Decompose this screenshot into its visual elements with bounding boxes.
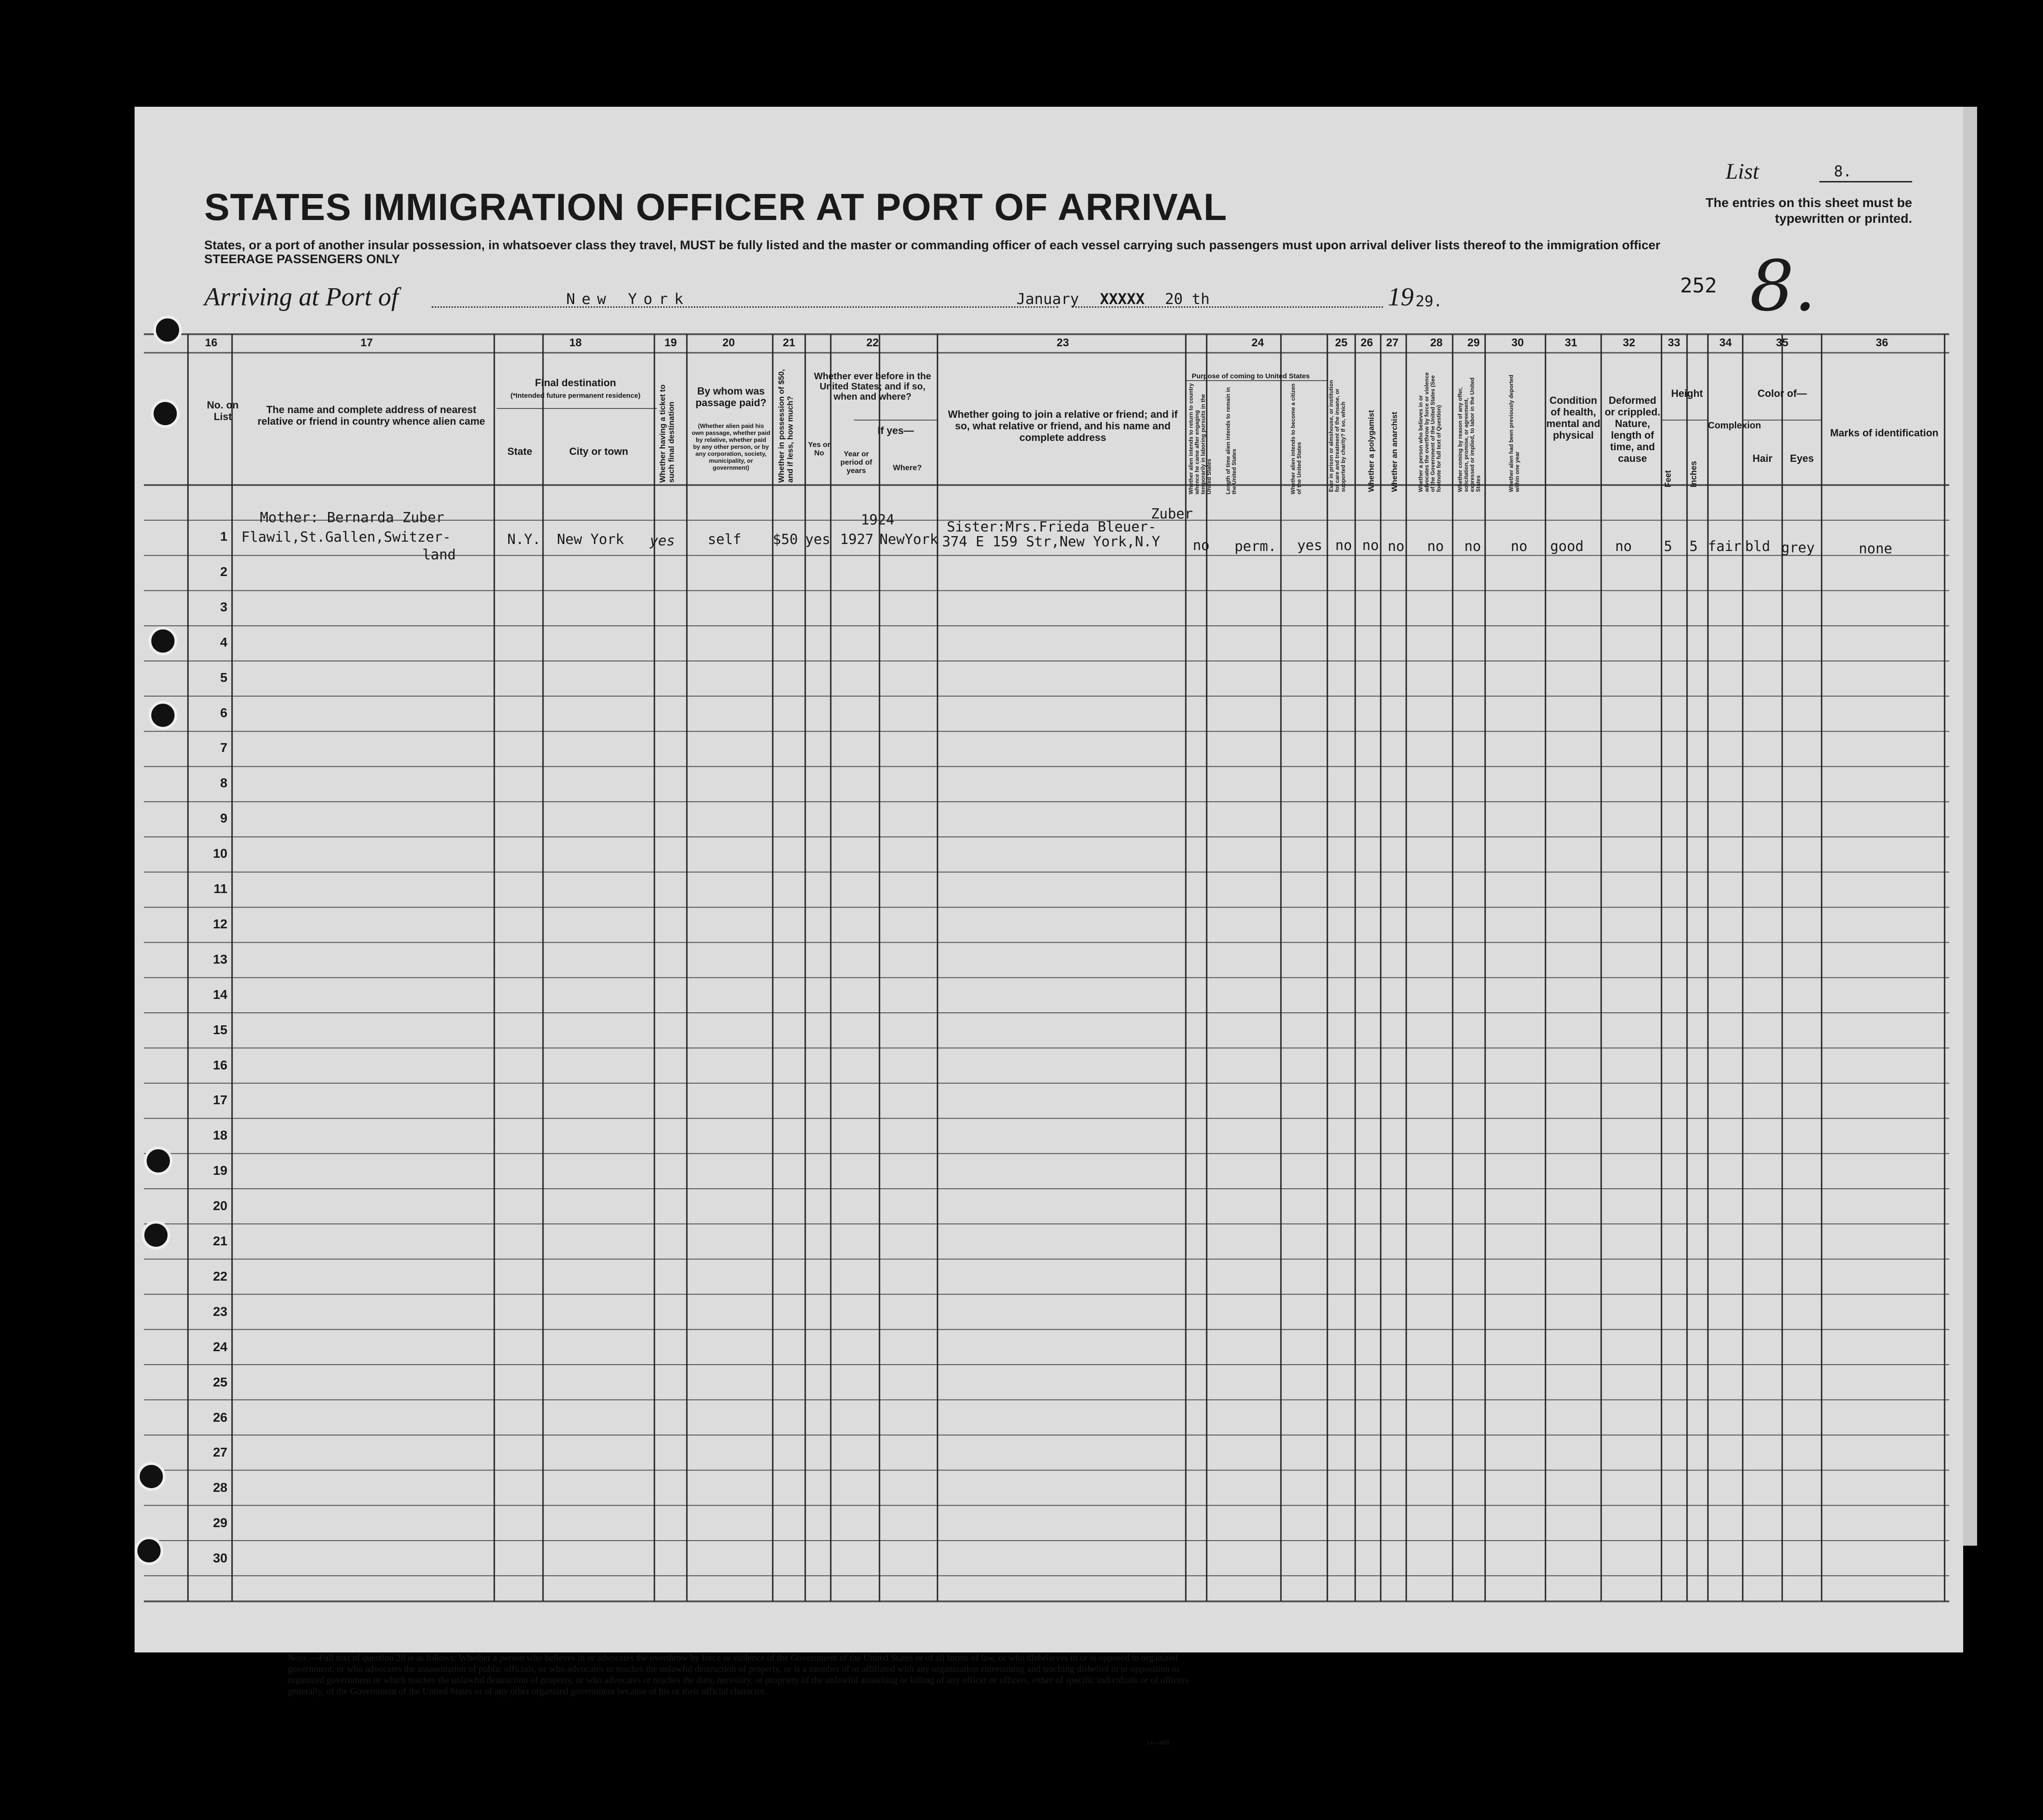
col35-hair: Hair xyxy=(1752,453,1772,464)
column-number: 28 xyxy=(1430,337,1443,349)
entry-state: N.Y. xyxy=(507,531,541,548)
column-number: 20 xyxy=(722,337,735,349)
footnote-lead: Note. xyxy=(288,1653,310,1663)
binder-hole xyxy=(137,1462,166,1491)
col33-inches: Inches xyxy=(1689,460,1698,487)
column-number: 19 xyxy=(664,337,677,349)
footnote-text: —Full text of question 28 is as follows: Whether a person who believes in or advocates the overthrow by force or violence of the Government of the United States or of all forms of law, or who disbelieves in or is opposed to organized government, or who advocates the assassination of public officials, or who advocates or teaches the unlawful destruction of property, or is a member of or affiliated with any organization entertaining and teaching disbelief in or opposition to organized government or which teaches the unlawful destruction of property, or who advocates or teaches the duty, necessity, or propriety of the unlawful assaulting or killing of any officer or officers, either of specific individuals or of officers generally, of the Government of the United States or of any other organized government because of his or their official character. xyxy=(288,1653,1189,1697)
col33-label: Height xyxy=(1671,388,1703,399)
row-number: 1 xyxy=(220,529,227,544)
binder-hole xyxy=(149,701,177,730)
col22-ifyes: If yes— xyxy=(877,425,914,436)
col29-label: Whether coming by reason of any offer, solicitation, promise, or agreement, expressed or implied, to labor in the United States xyxy=(1457,377,1481,492)
col18-city: City or town xyxy=(569,446,628,457)
row-number: 12 xyxy=(213,916,227,931)
row-number: 2 xyxy=(220,564,227,579)
row-number: 18 xyxy=(213,1128,227,1143)
row-number: 3 xyxy=(220,599,227,614)
binder-hole xyxy=(151,399,180,428)
row-number: 6 xyxy=(220,705,227,720)
entry-relative-line1: Mother: Bernarda Zuber xyxy=(260,510,445,526)
entry-join-line1: Zuber xyxy=(1151,506,1193,522)
column-number: 18 xyxy=(569,337,582,349)
col21-label: Whether in possession of $50, and if less, how much? xyxy=(777,369,795,483)
column-number: 26 xyxy=(1360,337,1373,349)
entry-hair: bld xyxy=(1745,538,1771,555)
column-number: 29 xyxy=(1467,337,1480,349)
col24-return: Whether alien intends to return to country whence he came after engaging temporarily in laboring pursuits in the United States xyxy=(1188,383,1212,494)
entry-return: no xyxy=(1193,538,1210,554)
col35-label: Color of— xyxy=(1757,388,1807,399)
col22-years: Year or period of years xyxy=(840,450,873,475)
binder-hole xyxy=(135,1536,163,1565)
date-day: 20 th xyxy=(1165,290,1210,308)
typewritten-note: The entries on this sheet must be typewritten or printed. xyxy=(1706,195,1912,226)
row-number: 16 xyxy=(213,1057,227,1072)
entry-feet: 5 xyxy=(1664,538,1673,555)
row-number: 8 xyxy=(220,776,227,790)
date-struck-text: XXXXX xyxy=(1100,290,1145,308)
row-number: 7 xyxy=(220,740,227,755)
col22-yesno: Yes or No xyxy=(808,441,831,457)
entry-years-line2: 1927 xyxy=(840,531,874,548)
row-number: 27 xyxy=(213,1445,227,1460)
row-number: 21 xyxy=(213,1234,227,1248)
column-number: 16 xyxy=(205,337,218,349)
list-label: List xyxy=(1725,159,1759,184)
col27-label: Whether an anarchist xyxy=(1390,412,1399,492)
row-number: 28 xyxy=(213,1480,227,1495)
column-number: 24 xyxy=(1251,337,1264,349)
col20-sub: (Whether alien paid his own passage, whether paid by relative, whether paid by any other person, or by any corporation, society, municipality, or government) xyxy=(692,422,770,471)
column-number: 17 xyxy=(360,337,373,349)
entry-years-line1: 1924 xyxy=(861,512,895,528)
binder-hole xyxy=(144,1146,173,1175)
col17-label: The name and complete address of nearest relative or friend in country whence alien came xyxy=(257,404,485,427)
row-number: 9 xyxy=(220,811,227,826)
column-number: 33 xyxy=(1668,337,1681,349)
entry-prison: no xyxy=(1335,538,1352,554)
column-number: 25 xyxy=(1335,337,1348,349)
col32-label: Deformed or crippled. Nature, length of time, and cause xyxy=(1604,395,1661,464)
column-number: 27 xyxy=(1386,337,1399,349)
entry-join-line2: Sister:Mrs.Frieda Bleuer- xyxy=(947,519,1157,535)
binder-hole xyxy=(142,1221,170,1250)
column-number: 35 xyxy=(1776,337,1789,349)
column-number: 22 xyxy=(866,337,879,349)
row-number: 17 xyxy=(213,1093,227,1108)
header-instruction-line: States, or a port of another insular possession, in whatsoever class they travel, MUST be fully listed and the master or commanding officer of each vessel carrying such passengers must upon arrival deliver lists thereof to the immigration officer xyxy=(204,238,1661,252)
row-number: 13 xyxy=(213,952,227,966)
form-number: 14—480 xyxy=(1146,1740,1169,1747)
entry-health: good xyxy=(1550,538,1584,555)
row-number: 4 xyxy=(220,635,227,649)
col16-label: No. on List xyxy=(207,399,239,422)
col22-label: Whether ever before in the United States; and if so, when and where? xyxy=(814,371,931,402)
column-number: 30 xyxy=(1511,337,1524,349)
entry-ticket: yes xyxy=(650,533,675,549)
entry-money: $50 xyxy=(773,531,798,548)
entry-eyes: grey xyxy=(1781,540,1815,556)
col23-label: Whether going to join a relative or friend; and if so, what relative or friend, and his name and complete address xyxy=(948,408,1178,443)
row-number: 5 xyxy=(220,670,227,685)
list-number: 8. xyxy=(1834,162,1852,180)
entry-inches: 5 xyxy=(1689,538,1698,555)
entry-deported: no xyxy=(1511,538,1528,555)
row-number: 14 xyxy=(213,987,227,1002)
col19-label: Whether having a ticket to such final destination xyxy=(658,384,676,483)
col18-state: State xyxy=(507,446,532,457)
footnote xyxy=(288,1652,1216,1697)
entry-complexion: fair xyxy=(1708,538,1742,555)
row-number: 11 xyxy=(213,881,227,896)
col30-label: Whether alien had been previously deported within one year xyxy=(1508,375,1520,492)
entry-paid-by: self xyxy=(708,531,742,548)
entry-city: New York xyxy=(557,531,624,548)
row-number: 25 xyxy=(213,1374,227,1389)
row-number: 23 xyxy=(213,1304,227,1319)
column-number: 23 xyxy=(1056,337,1069,349)
binder-hole xyxy=(153,316,182,344)
entry-before: yes xyxy=(805,531,831,548)
entry-overthrow: no xyxy=(1427,538,1444,555)
row-number: 19 xyxy=(213,1163,227,1178)
row-number: 24 xyxy=(213,1339,227,1354)
arriving-label: Arriving at Port of xyxy=(204,283,399,311)
col22-where: Where? xyxy=(892,463,922,472)
entry-citizen: yes xyxy=(1297,538,1323,554)
entry-polygamist: no xyxy=(1362,538,1379,554)
col24-length: Length of time alien intends to remain in the United States xyxy=(1225,387,1237,494)
entry-offer: no xyxy=(1464,538,1481,555)
entry-anarchist: no xyxy=(1388,538,1405,555)
row-number: 26 xyxy=(213,1410,227,1425)
column-number: 36 xyxy=(1875,337,1888,349)
entry-length: perm. xyxy=(1235,538,1277,555)
column-number: 21 xyxy=(782,337,795,349)
header-steerage-line: STEERAGE PASSENGERS ONLY xyxy=(204,252,400,266)
row-number: 30 xyxy=(213,1551,227,1566)
port-value: New York xyxy=(566,290,690,308)
col18-label: Final destination xyxy=(535,377,616,389)
row-number: 10 xyxy=(213,846,227,861)
col24-citizen: Whether alien intends to become a citizen of the United States xyxy=(1290,383,1302,494)
row-number: 15 xyxy=(213,1022,227,1037)
col28-label: Whether a person who believes in or advocates the overthrow by force or violence of the Government of the United States (See footnote for full text of Question) xyxy=(1417,372,1442,492)
entry-marks: none xyxy=(1859,541,1893,557)
row-number: 22 xyxy=(213,1269,227,1283)
date-month: January xyxy=(1016,290,1079,308)
entry-deformed: no xyxy=(1615,538,1632,555)
col20-label: By whom was passage paid? xyxy=(695,385,767,408)
col34-label: Complexion xyxy=(1708,421,1761,431)
handwritten-corner-mark: 8. xyxy=(1750,246,1817,327)
col35-eyes: Eyes xyxy=(1790,453,1814,464)
year-prefix: 19 xyxy=(1388,283,1414,311)
binder-hole xyxy=(149,627,177,655)
page-number: 252 xyxy=(1680,274,1717,298)
row-number: 20 xyxy=(213,1198,227,1213)
col31-label: Condition of health, mental and physical xyxy=(1546,395,1601,441)
entry-relative-line3: land xyxy=(422,547,456,563)
page-title: STATES IMMIGRATION OFFICER AT PORT OF ARRIVAL xyxy=(204,186,1228,228)
entry-join-line3: 374 E 159 Str,New York,N.Y xyxy=(942,534,1160,550)
entry-relative-line2: Flawil,St.Gallen,Switzer- xyxy=(241,529,451,545)
col36-label: Marks of identification xyxy=(1830,427,1939,439)
col26-label: Whether a polygamist xyxy=(1367,410,1376,492)
column-number: 32 xyxy=(1623,337,1636,349)
column-number: 34 xyxy=(1719,337,1732,349)
col25-label: Ever in prison or almshouse, or institution for care and treatment of the insane, or supported by charity? If so, which xyxy=(1328,380,1346,492)
col33-feet: Feet xyxy=(1663,470,1673,487)
row-number: 29 xyxy=(213,1516,227,1530)
year-suffix: 29. xyxy=(1416,292,1442,310)
col24-label: Purpose of coming to United States xyxy=(1191,372,1310,380)
entry-where: NewYork xyxy=(879,531,938,548)
column-number: 31 xyxy=(1565,337,1578,349)
col18-sub: (*Intended future permanent residence) xyxy=(510,392,641,400)
